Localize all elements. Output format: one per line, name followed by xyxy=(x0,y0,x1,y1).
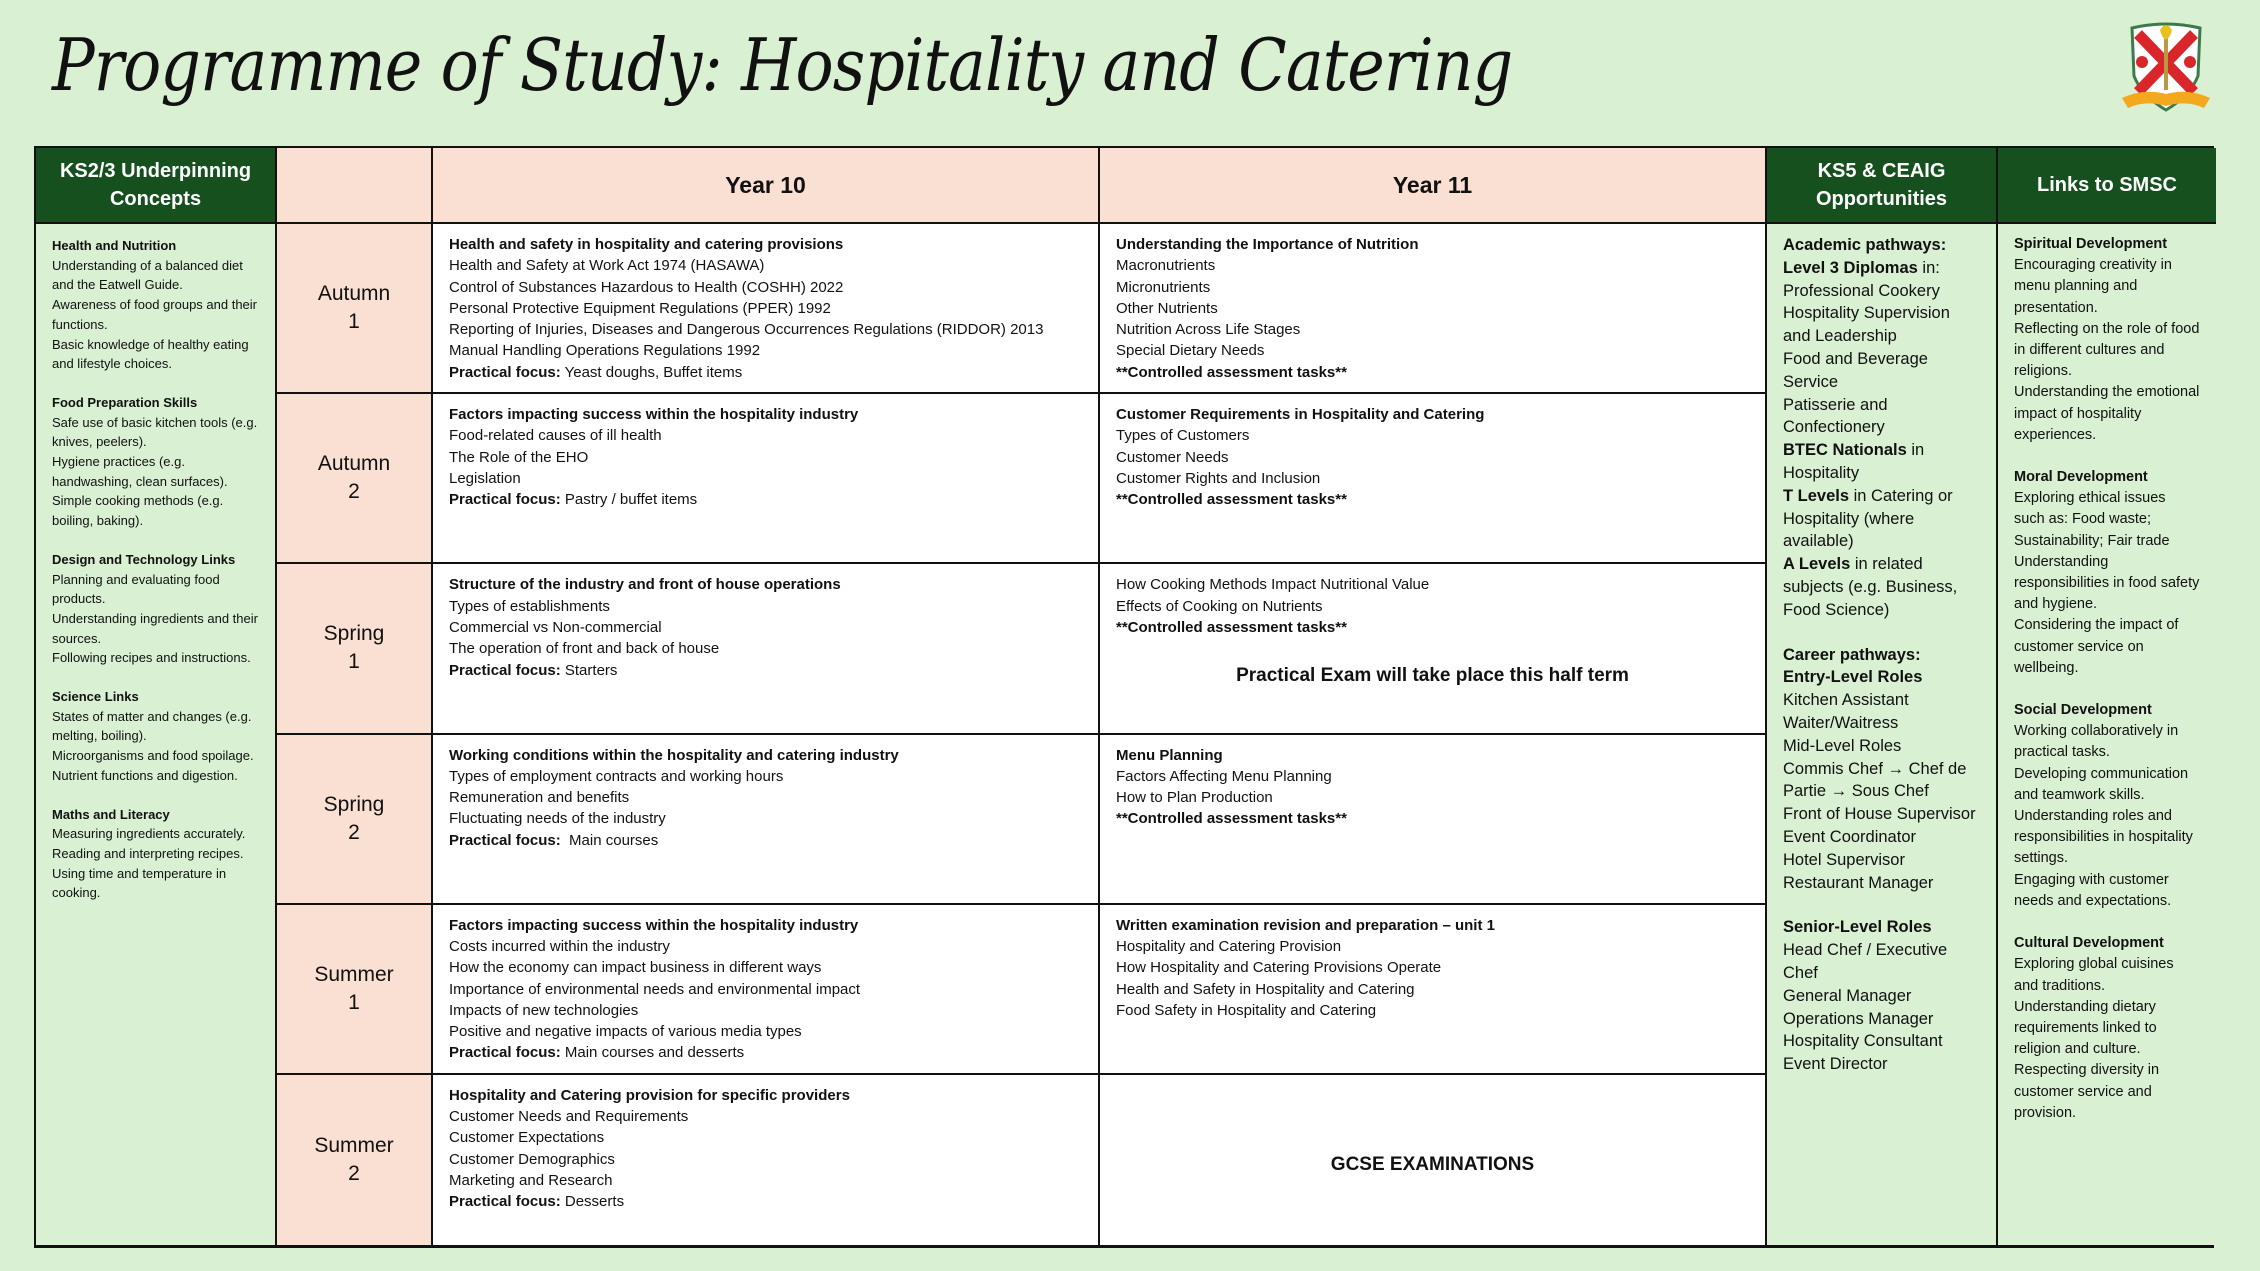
smsc-heading: Moral Development xyxy=(2014,469,2148,486)
concept-section xyxy=(52,393,259,531)
practical-label: Practical focus: xyxy=(449,661,561,679)
topic-line: Impacts of new technologies xyxy=(449,1001,639,1019)
topic-heading: Written examination revision and preparation – unit 1 xyxy=(1116,916,1495,934)
career-heading: Career pathways: xyxy=(1783,645,1921,664)
concept-section xyxy=(52,687,259,786)
topic-heading: Customer Requirements in Hospitality and Catering xyxy=(1116,406,1485,424)
topic-line: Factors Affecting Menu Planning xyxy=(1116,767,1332,785)
academic-detail: Patisserie and Confectionery xyxy=(1783,395,1888,437)
concept-line: Awareness of food groups and their functions. xyxy=(52,297,258,332)
career-role: General Manager xyxy=(1783,986,1912,1005)
smsc-line: Understanding dietary requirements linked to religion and culture. xyxy=(2014,998,2157,1058)
topic-line: Food Safety in Hospitality and Catering xyxy=(1116,1001,1377,1019)
assessment-tasks: **Controlled assessment tasks** xyxy=(1116,363,1347,381)
smsc-line: Considering the impact of customer service on wellbeing. xyxy=(2014,617,2179,676)
topic-line: Special Dietary Needs xyxy=(1116,342,1265,360)
year11-cell xyxy=(1100,564,1767,734)
topic-line: Types of employment contracts and working hours xyxy=(449,767,784,785)
entry-roles xyxy=(1783,689,1980,894)
topic-line: Food-related causes of ill health xyxy=(449,427,662,445)
practical-label: Practical focus: xyxy=(449,491,561,509)
year11-cell xyxy=(1100,224,1767,394)
concept-line: States of matter and changes (e.g. melting, boiling). xyxy=(52,708,252,744)
topic-line: Hospitality and Catering Provision xyxy=(1116,937,1342,955)
smsc-line: Working collaboratively in practical tasks. xyxy=(2014,723,2179,761)
career-role: Event Director xyxy=(1783,1055,1888,1074)
practical-value: Main courses and desserts xyxy=(560,1044,745,1062)
topic-line: Types of Customers xyxy=(1116,427,1250,445)
term-label xyxy=(277,905,433,1075)
career-role: Hotel Supervisor xyxy=(1783,850,1905,869)
ks5-column xyxy=(1767,224,1998,1245)
ks23-column xyxy=(36,224,277,1245)
term-name: Autumn xyxy=(317,452,391,476)
assessment-tasks: **Controlled assessment tasks** xyxy=(1116,491,1347,509)
term-text xyxy=(318,280,390,336)
year10-cell xyxy=(433,394,1100,564)
topic-heading: Understanding the Importance of Nutrition xyxy=(1116,236,1419,253)
term-label xyxy=(277,1075,433,1245)
concept-line: Basic knowledge of healthy eating and lifestyle choices. xyxy=(52,336,249,372)
topic-line: Legislation xyxy=(449,470,521,488)
smsc-heading: Social Development xyxy=(2014,702,2152,719)
term-text xyxy=(318,450,390,506)
smsc-line: Engaging with customer needs and expectations. xyxy=(2014,871,2172,909)
concept-line: Microorganisms and food spoilage. xyxy=(52,748,254,764)
term-name: Spring xyxy=(323,622,385,646)
year11-cell xyxy=(1100,905,1767,1075)
topic-line: Customer Rights and Inclusion xyxy=(1116,470,1321,488)
academic-detail: in Catering or Hospitality (where available) xyxy=(1783,486,1953,551)
topic-line: Macronutrients xyxy=(1116,257,1216,275)
concept-line: Understanding of a balanced diet and the Eatwell Guide. xyxy=(52,257,243,293)
career-role: Kitchen Assistant xyxy=(1783,691,1909,710)
practical-focus xyxy=(449,1042,1082,1063)
year11-cell xyxy=(1100,735,1767,905)
topic-heading: Working conditions within the hospitality and catering industry xyxy=(449,746,899,764)
practical-focus xyxy=(449,1191,1082,1212)
concept-line: Measuring ingredients accurately. xyxy=(52,826,246,842)
concept-line: Planning and evaluating food products. xyxy=(52,571,220,607)
topic-line: Personal Protective Equipment Regulations (PPER) 1992 xyxy=(449,299,831,317)
topic-line: Effects of Cooking on Nutrients xyxy=(1116,597,1323,615)
topic-line: How Hospitality and Catering Provisions Operate xyxy=(1116,959,1442,977)
practical-label: Practical focus: xyxy=(449,831,561,849)
smsc-line: Exploring global cuisines and traditions. xyxy=(2014,956,2174,994)
practical-label: Practical focus: xyxy=(449,363,561,381)
concept-heading: Maths and Literacy xyxy=(52,806,170,822)
practical-focus xyxy=(449,362,1082,383)
topic-line: Health and Safety at Work Act 1974 (HASAWA) xyxy=(449,257,765,275)
topic-line: Marketing and Research xyxy=(449,1172,613,1190)
practical-label: Practical focus: xyxy=(449,1193,561,1211)
topic-line: Types of establishments xyxy=(449,597,610,615)
academic-detail: Food and Beverage Service xyxy=(1783,349,1928,391)
career-role: Operations Manager xyxy=(1783,1009,1934,1028)
term-name: Spring xyxy=(323,792,385,816)
smsc-heading: Cultural Development xyxy=(2014,935,2164,952)
smsc-section xyxy=(2014,700,2200,912)
term-name: Autumn xyxy=(317,282,391,306)
programme-table xyxy=(34,146,2214,1248)
term-label xyxy=(277,224,433,394)
term-number: 2 xyxy=(348,820,360,844)
topic-line: Customer Needs xyxy=(1116,448,1229,466)
concept-line: Nutrient functions and digestion. xyxy=(52,767,238,783)
academic-item xyxy=(1783,302,1980,348)
career-role: Head Chef / Executive Chef xyxy=(1783,941,1948,982)
practical-value: Yeast doughs, Buffet items xyxy=(560,363,743,381)
concept-heading: Design and Technology Links xyxy=(52,551,236,567)
term-name: Summer xyxy=(314,962,394,986)
practical-label: Practical focus: xyxy=(449,1044,561,1062)
topic-line: Costs incurred within the industry xyxy=(449,937,670,955)
topic-heading: Structure of the industry and front of house operations xyxy=(449,576,841,594)
topic-line: Reporting of Injuries, Diseases and Dangerous Occurrences Regulations (RIDDOR) 2013 xyxy=(449,321,1044,339)
topic-line: Remuneration and benefits xyxy=(449,789,630,807)
topic-line: Importance of environmental needs and environmental impact xyxy=(449,980,861,998)
topic-line: Nutrition Across Life Stages xyxy=(1116,321,1301,339)
assessment-tasks: **Controlled assessment tasks** xyxy=(1116,810,1347,828)
academic-detail: Professional Cookery xyxy=(1783,281,1940,300)
academic-detail: in related subjects (e.g. Business, Food Science) xyxy=(1783,555,1958,619)
concept-line: Simple cooking methods (e.g. boiling, baking). xyxy=(52,493,224,529)
smsc-section xyxy=(2014,467,2200,679)
career-role: Commis Chef → Chef de Partie → Sous Chef xyxy=(1783,759,1967,801)
term-text xyxy=(314,1132,393,1188)
concept-line: Following recipes and instructions. xyxy=(52,650,251,666)
year10-cell xyxy=(433,735,1100,905)
concept-heading: Science Links xyxy=(52,689,139,705)
topic-line: Customer Demographics xyxy=(449,1150,615,1168)
topic-line: Control of Substances Hazardous to Health (COSHH) 2022 xyxy=(449,278,844,296)
smsc-line: Respecting diversity in customer service and provision. xyxy=(2014,1062,2160,1121)
practical-value: Desserts xyxy=(560,1193,625,1211)
term-number: 1 xyxy=(348,990,360,1014)
topic-line: Fluctuating needs of the industry xyxy=(449,810,666,828)
senior-roles xyxy=(1783,939,1980,1076)
academic-item xyxy=(1783,280,1980,303)
practical-focus xyxy=(449,830,1082,851)
academic-qualification: T Levels xyxy=(1783,486,1850,505)
topic-heading: Health and safety in hospitality and catering provisions xyxy=(449,236,844,253)
career-role: Mid-Level Roles xyxy=(1783,736,1902,755)
academic-qualification: BTEC Nationals xyxy=(1783,441,1907,460)
career-role: Hospitality Consultant xyxy=(1783,1032,1943,1051)
topic-heading: Menu Planning xyxy=(1116,746,1223,764)
topic-heading: Hospitality and Catering provision for specific providers xyxy=(449,1086,850,1104)
term-label xyxy=(277,735,433,905)
term-text xyxy=(324,620,385,676)
career-role: Event Coordinator xyxy=(1783,827,1916,846)
academic-qualification: A Levels xyxy=(1783,555,1851,574)
topic-line: The operation of front and back of house xyxy=(449,640,720,658)
academic-detail: in Hospitality xyxy=(1783,441,1925,482)
concept-line: Using time and temperature in cooking. xyxy=(52,865,227,901)
year10-cell xyxy=(433,1075,1100,1245)
academic-item xyxy=(1783,257,1980,280)
term-name: Summer xyxy=(314,1133,394,1157)
entry-heading: Entry-Level Roles xyxy=(1783,668,1923,687)
header-smsc: Links to SMSC xyxy=(1998,148,2216,224)
practical-focus xyxy=(449,660,1082,681)
year10-cell xyxy=(433,905,1100,1075)
topic-line: How to Plan Production xyxy=(1116,789,1273,807)
header-year11: Year 11 xyxy=(1100,148,1767,224)
topic-line: The Role of the EHO xyxy=(449,448,589,466)
smsc-section xyxy=(2014,933,2200,1124)
concept-line: Safe use of basic kitchen tools (e.g. knives, peelers). xyxy=(52,414,258,450)
practical-value: Starters xyxy=(560,661,618,679)
topic-heading: Factors impacting success within the hospitality industry xyxy=(449,916,859,934)
academic-detail: in: xyxy=(1917,258,1940,277)
assessment-tasks: **Controlled assessment tasks** xyxy=(1116,618,1347,636)
career-role: Front of House Supervisor xyxy=(1783,805,1976,824)
smsc-line: Developing communication and teamwork skills. xyxy=(2014,765,2189,803)
smsc-line: Understanding roles and responsibilities in hospitality settings. xyxy=(2014,808,2193,867)
concept-section xyxy=(52,805,259,904)
smsc-line: Understanding responsibilities in food safety and hygiene. xyxy=(2014,553,2200,613)
academic-item xyxy=(1783,553,1980,621)
smsc-line: Understanding the emotional impact of hospitality experiences. xyxy=(2014,384,2200,443)
academic-item xyxy=(1783,394,1980,440)
concept-section xyxy=(52,550,259,668)
exam-notice: GCSE EXAMINATIONS xyxy=(1330,1154,1535,1176)
header-year10: Year 10 xyxy=(433,148,1100,224)
school-crest-icon xyxy=(2118,18,2214,118)
concept-heading: Health and Nutrition xyxy=(52,238,177,253)
header-ks23: KS2/3 Underpinning Concepts xyxy=(36,148,277,224)
term-text xyxy=(324,791,385,847)
topic-line: Other Nutrients xyxy=(1116,299,1218,317)
topic-line: Micronutrients xyxy=(1116,278,1211,296)
topic-line: How the economy can impact business in different ways xyxy=(449,959,822,977)
topic-line: Positive and negative impacts of various media types xyxy=(449,1023,802,1041)
term-label xyxy=(277,394,433,564)
topic-line: Customer Needs and Requirements xyxy=(449,1108,689,1126)
topic-heading: Factors impacting success within the hospitality industry xyxy=(449,406,859,424)
concept-line: Understanding ingredients and their sources. xyxy=(52,610,258,646)
career-role: Restaurant Manager xyxy=(1783,873,1934,892)
topic-line: Customer Expectations xyxy=(449,1129,605,1147)
concept-line: Hygiene practices (e.g. handwashing, clean surfaces). xyxy=(52,454,228,489)
topic-line: Commercial vs Non-commercial xyxy=(449,618,662,636)
senior-heading: Senior-Level Roles xyxy=(1783,918,1932,937)
term-text xyxy=(314,961,393,1017)
academic-detail: Hospitality Supervision and Leadership xyxy=(1783,304,1950,346)
smsc-line: Encouraging creativity in menu planning and presentation. xyxy=(2014,257,2172,316)
academic-item xyxy=(1783,439,1980,485)
header-ks5: KS5 & CEAIG Opportunities xyxy=(1767,148,1998,224)
career-role: Waiter/Waitress xyxy=(1783,713,1899,732)
concept-heading: Food Preparation Skills xyxy=(52,394,198,410)
smsc-heading: Spiritual Development xyxy=(2014,236,2168,252)
smsc-column xyxy=(1998,224,2216,1245)
topic-line: Health and Safety in Hospitality and Catering xyxy=(1116,980,1415,998)
academic-item xyxy=(1783,485,1980,553)
academic-qualification: Level 3 Diplomas xyxy=(1783,258,1918,277)
practical-value: Pastry / buffet items xyxy=(560,491,698,509)
term-number: 2 xyxy=(348,480,360,504)
term-number: 2 xyxy=(348,1161,360,1185)
concept-line: Reading and interpreting recipes. xyxy=(52,845,244,861)
year11-cell xyxy=(1100,1075,1767,1245)
practical-value: Main courses xyxy=(560,831,659,849)
page-title: Programme of Study: Hospitality and Catering xyxy=(52,23,1513,107)
topic-line: How Cooking Methods Impact Nutritional Value xyxy=(1116,576,1430,594)
academic-heading: Academic pathways: xyxy=(1783,236,1947,254)
topic-line: Manual Handling Operations Regulations 1992 xyxy=(449,342,761,360)
smsc-line: Reflecting on the role of food in different cultures and religions. xyxy=(2014,320,2200,380)
academic-pathways xyxy=(1783,257,1980,622)
concept-section xyxy=(52,236,259,374)
smsc-line: Exploring ethical issues such as: Food waste; Sustainability; Fair trade xyxy=(2014,490,2170,549)
academic-item xyxy=(1783,348,1980,394)
practical-focus xyxy=(449,489,1082,510)
year10-cell xyxy=(433,564,1100,734)
smsc-section xyxy=(2014,234,2200,446)
term-number: 1 xyxy=(348,650,360,674)
year11-cell xyxy=(1100,394,1767,564)
header-term xyxy=(277,148,433,224)
term-label xyxy=(277,564,433,734)
practical-exam-note: Practical Exam will take place this half term xyxy=(1236,665,1629,687)
year10-cell xyxy=(433,224,1100,394)
term-number: 1 xyxy=(348,310,360,334)
